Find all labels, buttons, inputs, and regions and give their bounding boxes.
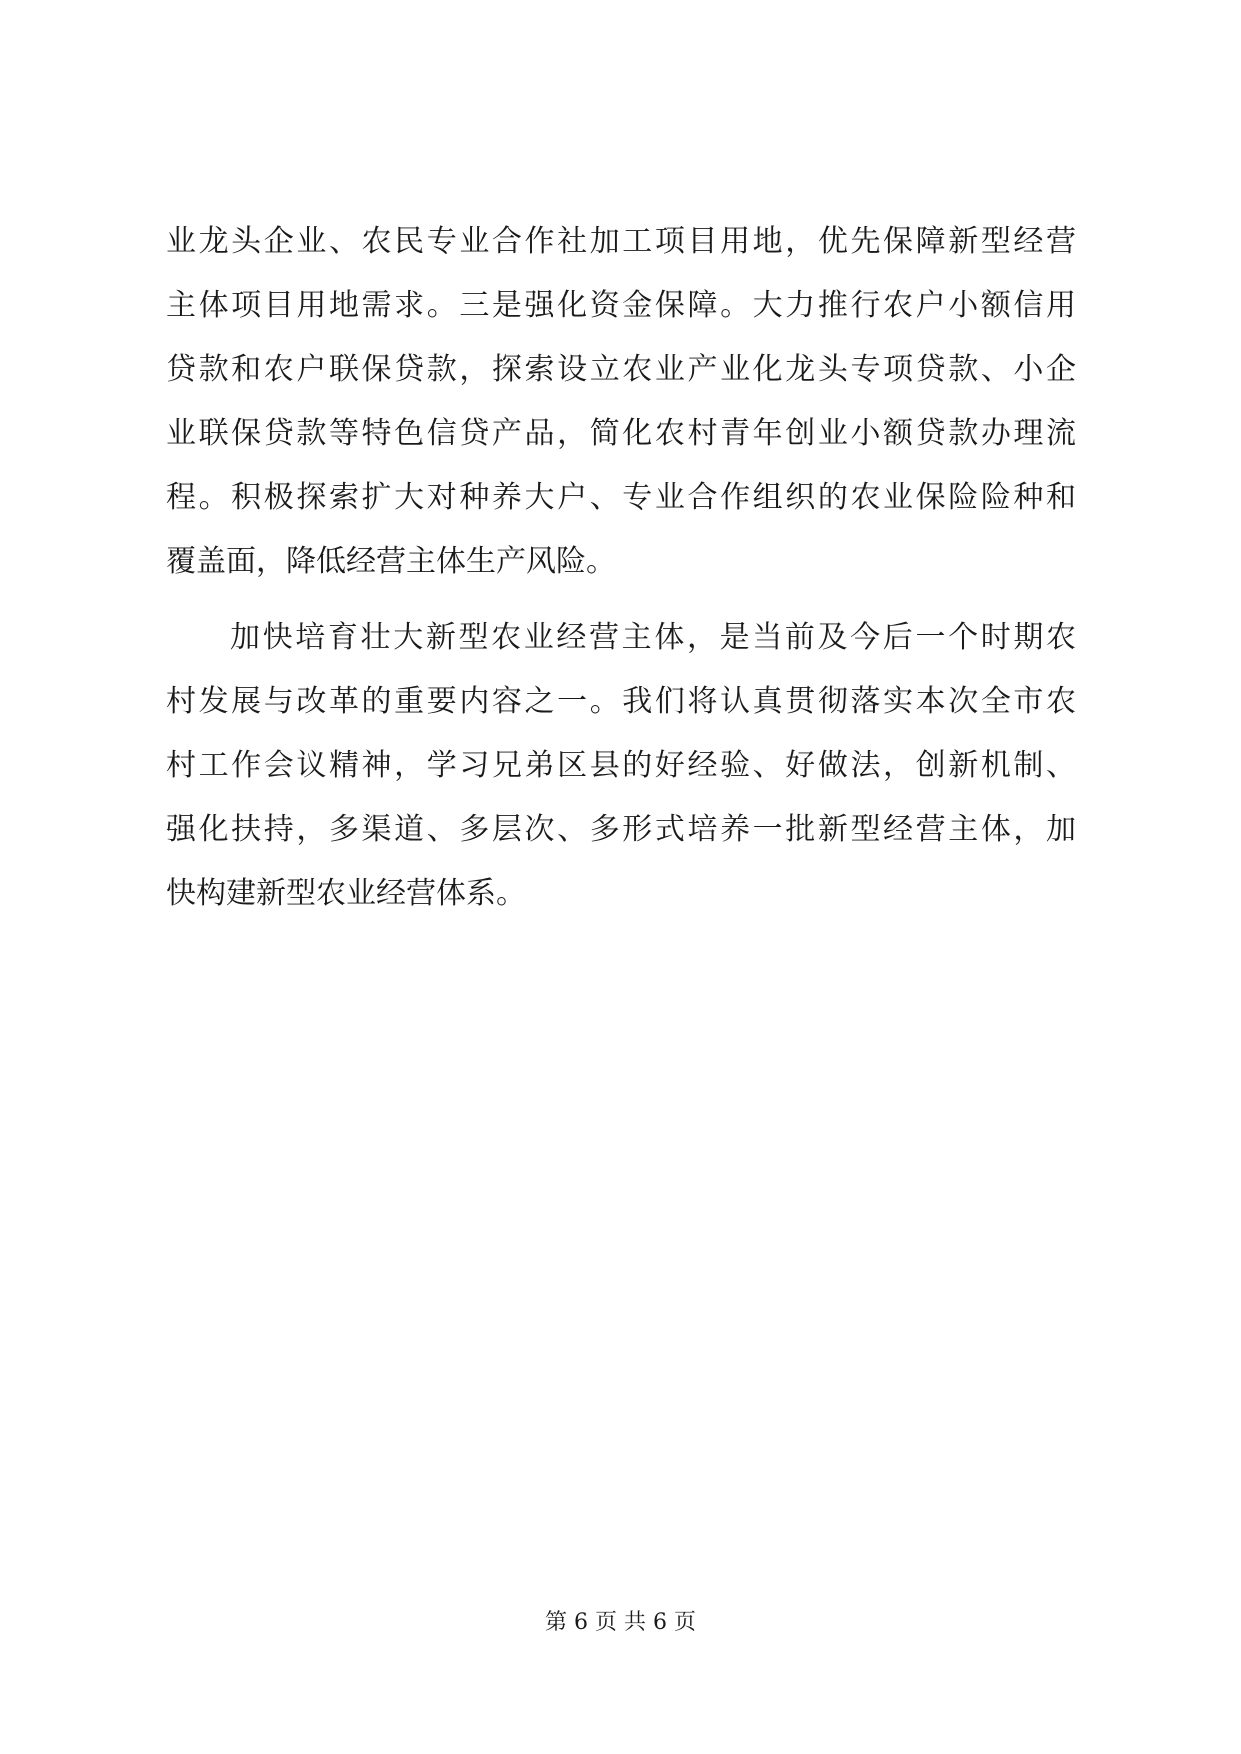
text-line: 贷款和农户联保贷款，探索设立农业产业化龙头专项贷款、小企 <box>166 352 1076 387</box>
text-line: 村工作会议精神，学习兄弟区县的好经验、好做法，创新机制、 <box>166 748 1076 783</box>
text-line: 快构建新型农业经营体系。 <box>166 876 526 911</box>
text-line: 加快培育壮大新型农业经营主体，是当前及今后一个时期农 <box>230 620 1076 655</box>
text-line: 覆盖面，降低经营主体生产风险。 <box>166 544 616 579</box>
paragraph <box>166 606 1076 926</box>
text-line: 业联保贷款等特色信贷产品，简化农村青年创业小额贷款办理流 <box>166 416 1076 451</box>
paragraph-spacer <box>166 594 1076 606</box>
page-number-footer: 第 6 页 共 6 页 <box>545 1610 696 1635</box>
paragraph <box>166 210 1076 594</box>
text-line: 业龙头企业、农民专业合作社加工项目用地，优先保障新型经营 <box>166 224 1076 259</box>
document-body <box>166 210 1076 926</box>
text-line: 村发展与改革的重要内容之一。我们将认真贯彻落实本次全市农 <box>166 684 1076 719</box>
text-line: 程。积极探索扩大对种养大户、专业合作组织的农业保险险种和 <box>166 480 1076 515</box>
text-line: 强化扶持，多渠道、多层次、多形式培养一批新型经营主体，加 <box>166 812 1076 847</box>
text-line: 主体项目用地需求。三是强化资金保障。大力推行农户小额信用 <box>166 288 1076 323</box>
